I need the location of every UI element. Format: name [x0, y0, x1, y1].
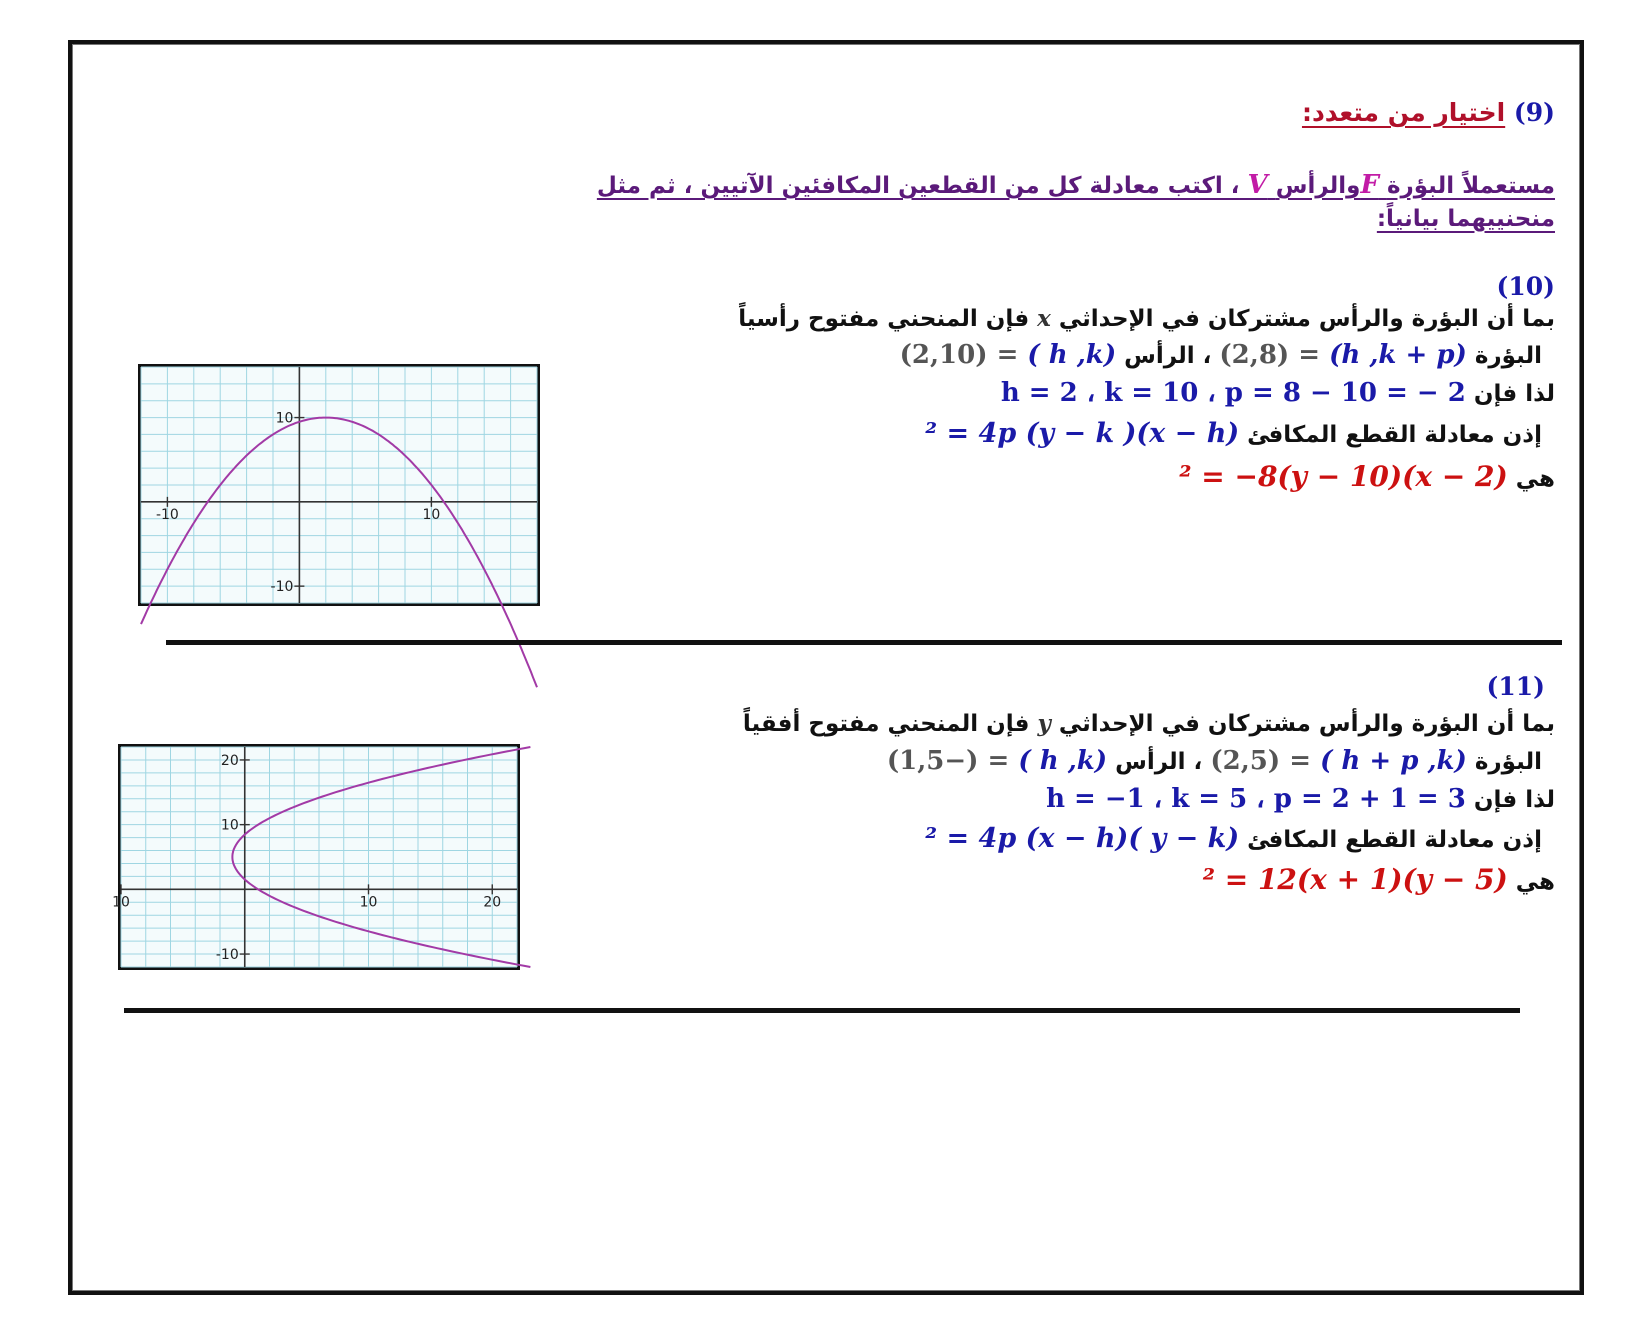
- q11-equation-line: إذن معادلة القطع المكافئ (y − k )² = 4p (x − h): [925, 823, 1542, 854]
- instruction-line-2: منحنييهما بيانياً:: [1376, 206, 1555, 232]
- q11-answer-line: هي (y − 5)² = 12(x + 1): [1202, 863, 1555, 896]
- q11-general-equation: (y − k )² = 4p (x − h): [925, 823, 1240, 854]
- question-title: [1302, 98, 1555, 127]
- q11-values: h = −1 ، k = 5 ، p = 2 + 1 = 3: [1046, 784, 1466, 814]
- parabola-curve: [232, 747, 530, 967]
- q11-focus-value: = (2,5): [1210, 746, 1311, 776]
- q11-graph-svg: [112, 747, 517, 967]
- q11-vertex-formula: (h ,k ): [1018, 746, 1108, 776]
- q10-so-line: لذا فإن h = 2 ، k = 10 ، p = 8 − 10 = − 2: [1000, 378, 1555, 408]
- instruction-line-1: مستعملاً البؤرة Fوالرأس V ، اكتب معادلة كل من القطعين المكافئين الآتيين ، ثم مثل: [596, 170, 1555, 200]
- q10-line-1: بما أن البؤرة والرأس مشتركان في الإحداثي x فإن المنحني مفتوح رأسياً: [738, 305, 1555, 332]
- focus-symbol: F: [1360, 170, 1379, 200]
- y-tick-label: 10: [220, 817, 239, 834]
- q11-number: (11): [1486, 672, 1545, 701]
- y-tick-label: 20: [220, 752, 239, 769]
- separator-1: [166, 640, 1562, 645]
- x-tick-label: 10: [359, 894, 378, 911]
- q11-focus-vertex: البؤرة (h + p ,k ) = (2,5) ، الرأس (h ,k ) = (−1,5): [886, 746, 1542, 776]
- q10-focus-value: = (2,8): [1219, 340, 1321, 370]
- q11-graph: [112, 744, 520, 970]
- q10-values: h = 2 ، k = 10 ، p = 8 − 10 = − 2: [1000, 378, 1466, 408]
- q11-focus-formula: (h + p ,k ): [1320, 746, 1467, 776]
- x-tick-label: -10: [155, 506, 179, 523]
- q10-general-equation: (x − h)² = 4p (y − k ): [925, 418, 1240, 449]
- y-tick-label: -10: [270, 579, 294, 596]
- q10-graph-svg: [141, 367, 537, 603]
- q10-answer-equation: (x − 2)² = −8(y − 10): [1179, 460, 1508, 493]
- question-type: اختيار من متعدد:: [1301, 98, 1506, 127]
- q11-so-line: لذا فإن h = −1 ، k = 5 ، p = 2 + 1 = 3: [1046, 784, 1555, 814]
- x-tick-label: 10: [422, 506, 441, 523]
- y-tick-label: 10: [275, 410, 294, 427]
- q11-answer-equation: (y − 5)² = 12(x + 1): [1202, 863, 1508, 896]
- separator-2: [124, 1008, 1520, 1013]
- question-number: (9): [1513, 98, 1555, 127]
- q10-vertex-value: = (2,10): [899, 340, 1019, 370]
- q10-equation-line: إذن معادلة القطع المكافئ (x − h)² = 4p (y − k ): [925, 418, 1542, 449]
- q11-shared-coordinate: y: [1037, 710, 1051, 737]
- q10-number: (10): [1496, 272, 1555, 301]
- q11-vertex-value: = (−1,5): [886, 746, 1010, 776]
- q10-focus-vertex: البؤرة (h ,k + p) = (2,8) ، الرأس (h ,k ) = (2,10): [899, 340, 1542, 370]
- x-tick-label: 10: [112, 894, 130, 911]
- page-frame: [68, 40, 1584, 1295]
- x-tick-label: 20: [483, 894, 502, 911]
- q11-line-1: بما أن البؤرة والرأس مشتركان في الإحداثي y فإن المنحني مفتوح أفقياً: [742, 710, 1555, 737]
- q10-focus-formula: (h ,k + p): [1329, 340, 1467, 370]
- q10-answer-line: هي (x − 2)² = −8(y − 10): [1179, 460, 1555, 493]
- q10-shared-coordinate: x: [1037, 305, 1051, 332]
- y-tick-label: -10: [215, 947, 239, 964]
- q10-vertex-formula: (h ,k ): [1027, 340, 1117, 370]
- vertex-symbol: V: [1247, 170, 1268, 200]
- q10-graph: [138, 364, 540, 606]
